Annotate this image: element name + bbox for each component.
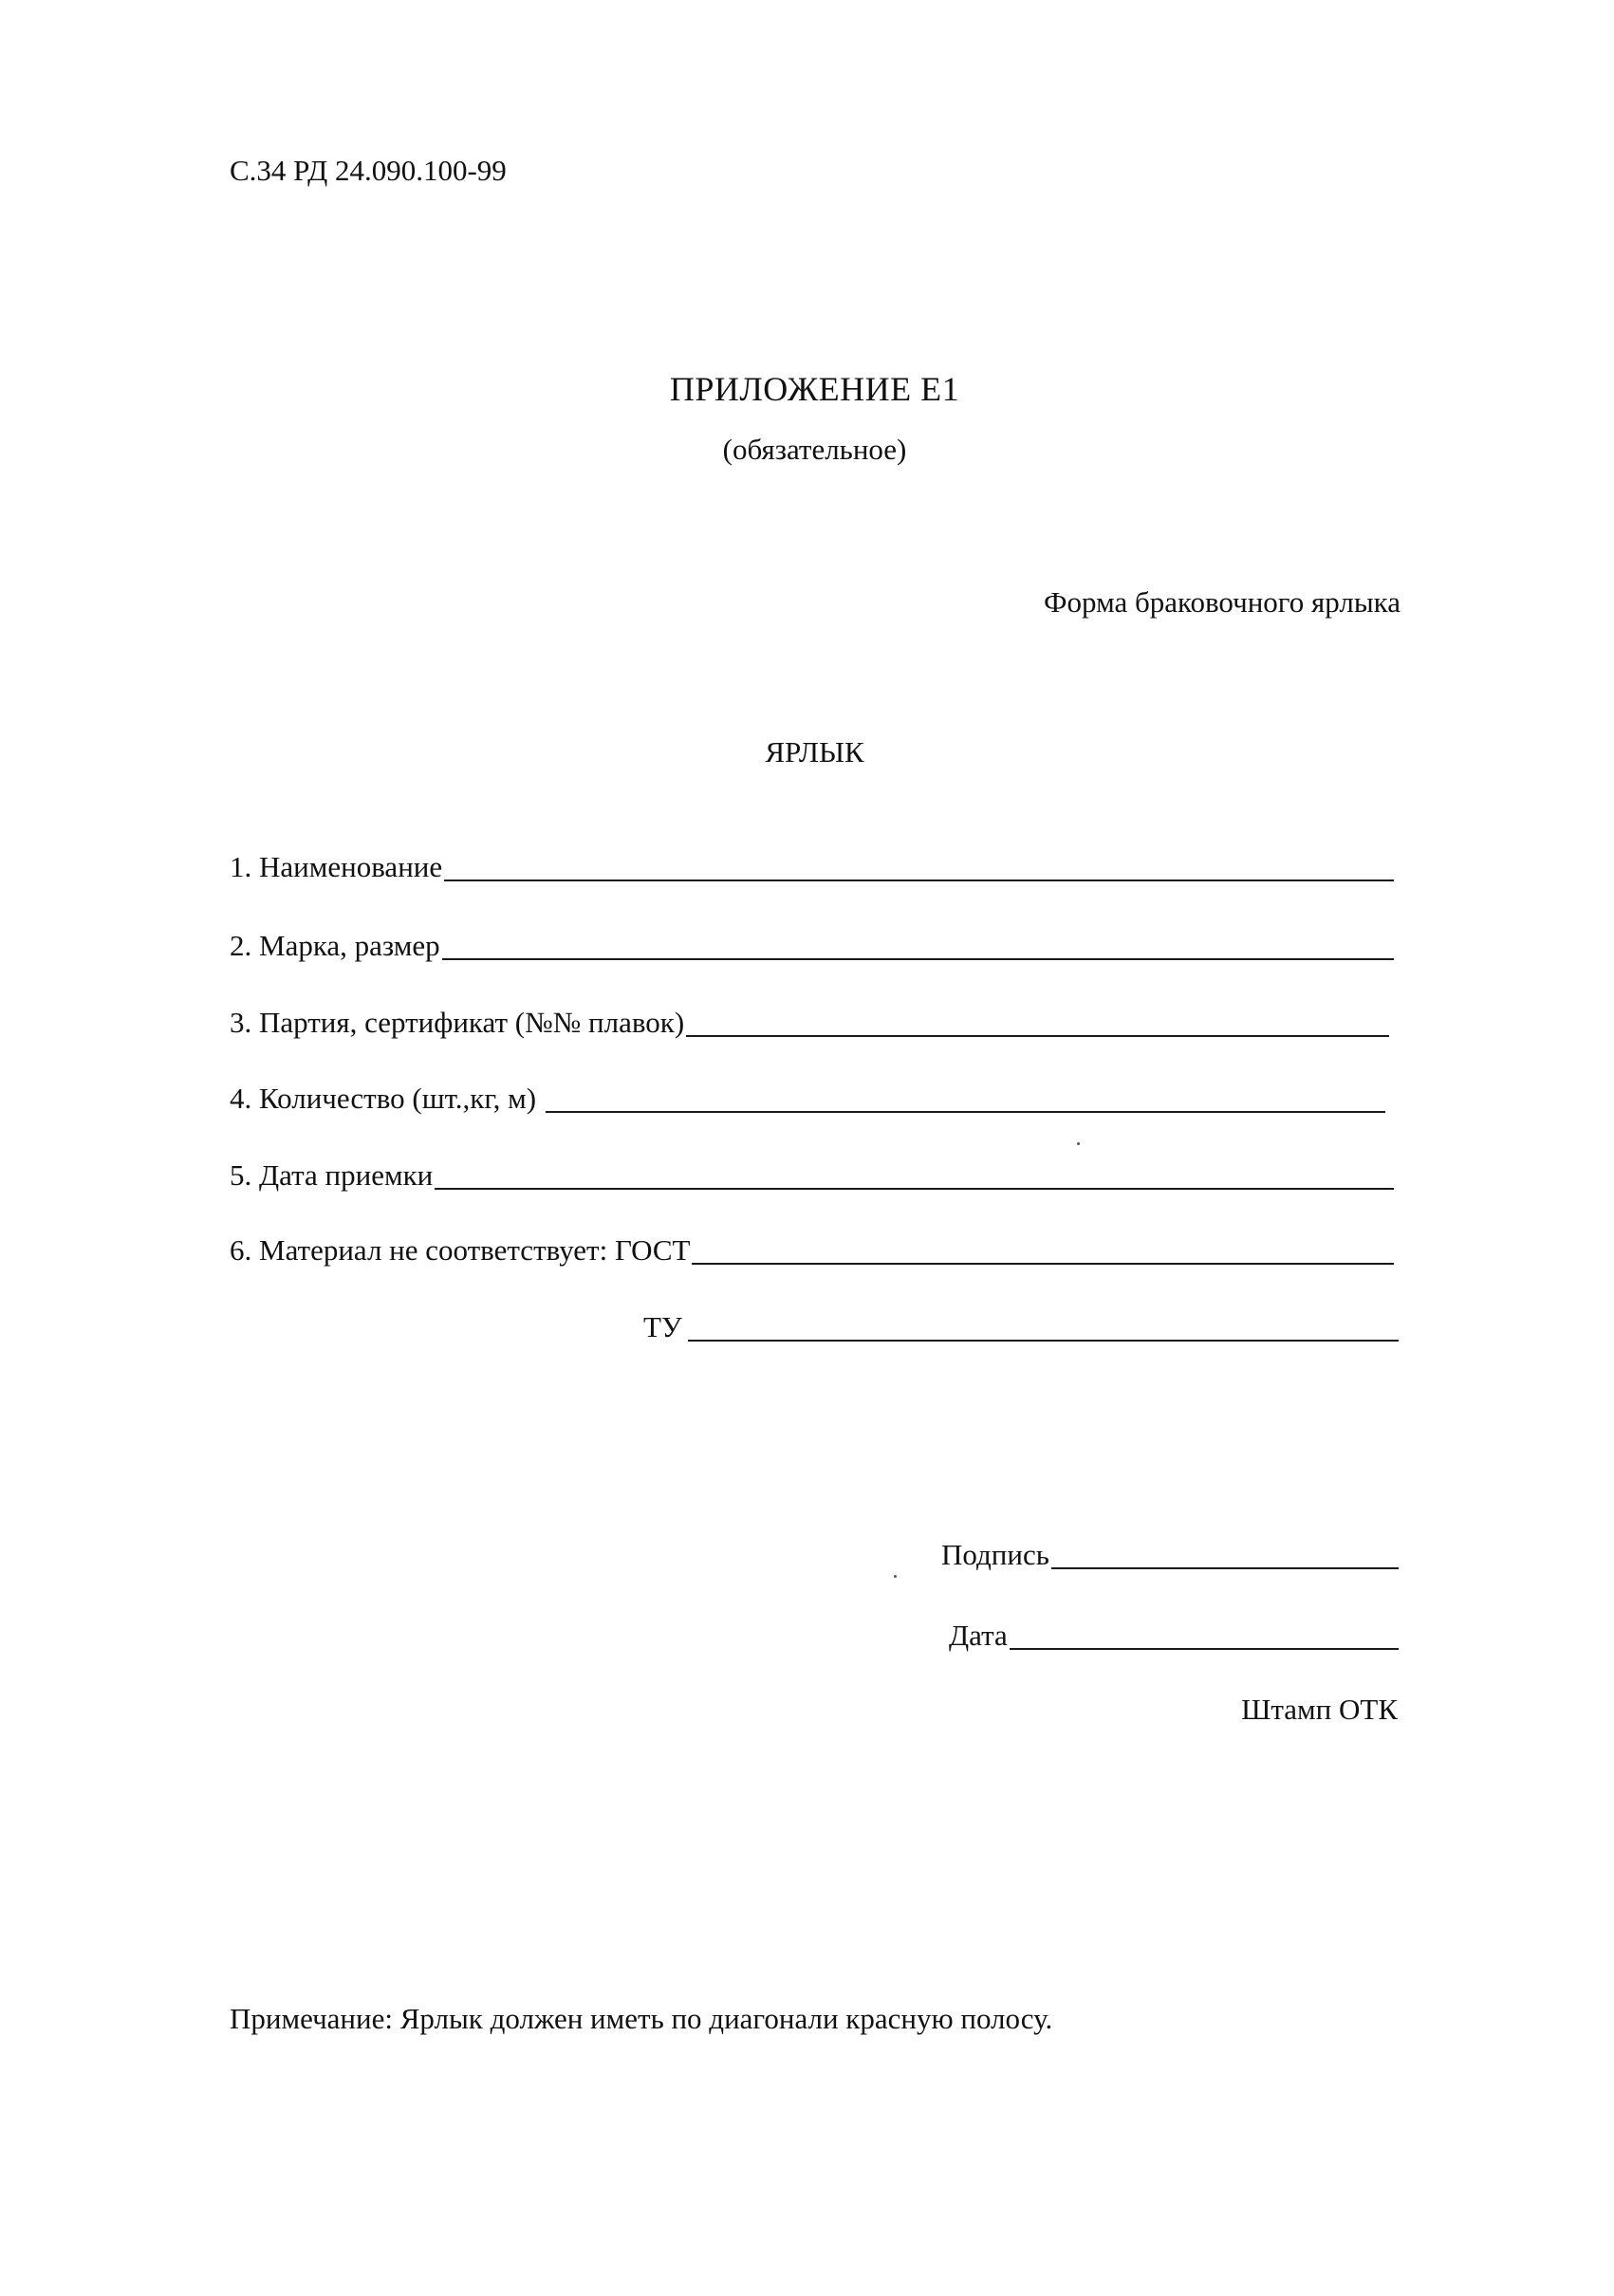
field-name-label: 1. Наименование bbox=[230, 850, 443, 883]
field-gost-line bbox=[692, 1263, 1394, 1265]
field-batch-certificate bbox=[230, 1005, 1389, 1039]
field-tu bbox=[643, 1309, 1399, 1343]
date-line bbox=[1010, 1648, 1399, 1650]
appendix-status: (обязательное) bbox=[722, 433, 907, 466]
stamp-label: Штамп ОТК bbox=[1241, 1693, 1398, 1726]
field-quantity bbox=[230, 1081, 1385, 1115]
date-field bbox=[949, 1618, 1399, 1652]
field-grade-size-line bbox=[442, 958, 1394, 960]
form-caption: Форма браковочного ярлыка bbox=[1044, 585, 1401, 619]
field-tu-label: ТУ bbox=[643, 1310, 682, 1343]
field-grade-size-label: 2. Марка, размер bbox=[230, 929, 440, 962]
label-title: ЯРЛЫК bbox=[765, 735, 864, 768]
appendix-title: ПРИЛОЖЕНИЕ Е1 bbox=[669, 370, 960, 408]
field-tu-line bbox=[688, 1340, 1399, 1342]
field-name bbox=[230, 849, 1394, 883]
date-label: Дата bbox=[949, 1619, 1008, 1652]
signature-line bbox=[1051, 1567, 1399, 1569]
field-grade-size bbox=[230, 928, 1394, 962]
scan-speck bbox=[1077, 1142, 1080, 1145]
scan-speck bbox=[894, 1575, 897, 1578]
field-gost-label: 6. Материал не соответствует: ГОСТ bbox=[230, 1233, 691, 1267]
field-acceptance-date-line bbox=[435, 1188, 1394, 1190]
document-code: С.34 РД 24.090.100-99 bbox=[230, 154, 507, 187]
signature-field bbox=[941, 1537, 1399, 1571]
footnote: Примечание: Ярлык должен иметь по диагонали красную полосу. bbox=[230, 2002, 1053, 2035]
field-batch-certificate-label: 3. Партия, сертификат (№№ плавок) bbox=[230, 1006, 685, 1039]
signature-label: Подпись bbox=[941, 1538, 1049, 1571]
field-quantity-label: 4. Количество (шт.,кг, м) bbox=[230, 1082, 537, 1115]
field-quantity-line bbox=[546, 1111, 1385, 1113]
field-gost bbox=[230, 1232, 1394, 1267]
field-acceptance-date-label: 5. Дата приемки bbox=[230, 1158, 434, 1192]
field-acceptance-date bbox=[230, 1157, 1394, 1192]
field-batch-certificate-line bbox=[686, 1035, 1389, 1037]
field-name-line bbox=[444, 880, 1394, 881]
